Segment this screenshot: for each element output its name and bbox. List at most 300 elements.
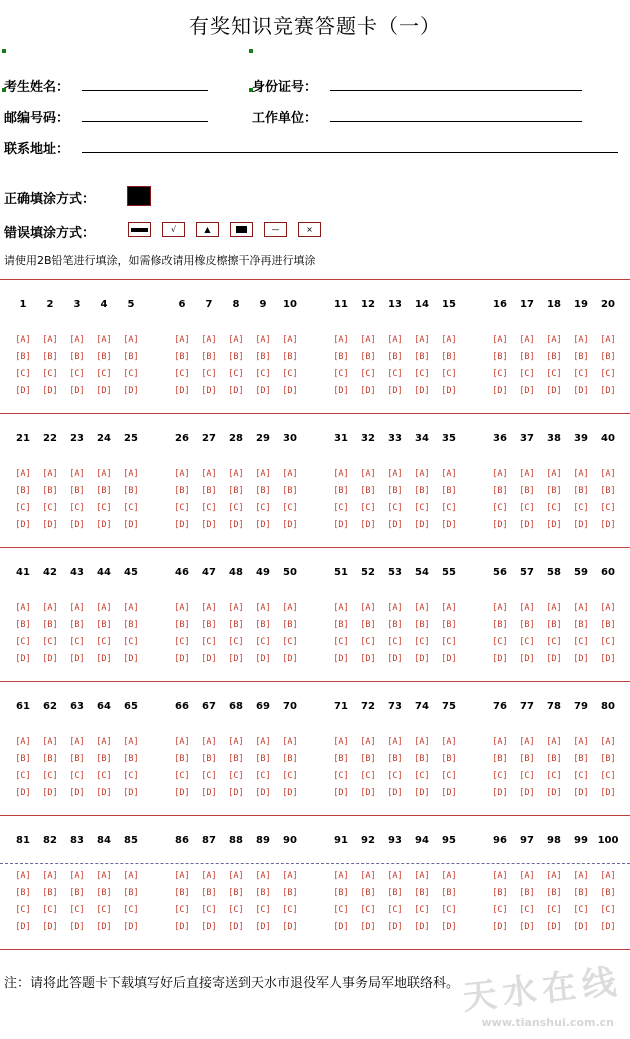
answer-bubble-b[interactable]: [B] bbox=[255, 888, 271, 898]
answer-bubble-d[interactable]: [D] bbox=[69, 654, 85, 664]
answer-bubble-d[interactable]: [D] bbox=[42, 386, 58, 396]
answer-bubble-b[interactable]: [B] bbox=[333, 888, 349, 898]
answer-bubble-a[interactable]: [A] bbox=[15, 335, 31, 345]
answer-bubble-d[interactable]: [D] bbox=[360, 520, 376, 530]
answer-bubble-c[interactable]: [C] bbox=[519, 771, 535, 781]
answer-bubble-a[interactable]: [A] bbox=[441, 603, 457, 613]
answer-bubble-a[interactable]: [A] bbox=[174, 737, 190, 747]
answer-bubble-b[interactable]: [B] bbox=[123, 754, 139, 764]
answer-bubble-b[interactable]: [B] bbox=[360, 352, 376, 362]
answer-bubble-b[interactable]: [B] bbox=[333, 352, 349, 362]
answer-bubble-c[interactable]: [C] bbox=[96, 905, 112, 915]
answer-bubble-a[interactable]: [A] bbox=[333, 603, 349, 613]
answer-bubble-b[interactable]: [B] bbox=[255, 620, 271, 630]
answer-bubble-a[interactable]: [A] bbox=[441, 469, 457, 479]
answer-bubble-d[interactable]: [D] bbox=[414, 654, 430, 664]
answer-bubble-c[interactable]: [C] bbox=[228, 369, 244, 379]
answer-bubble-c[interactable]: [C] bbox=[123, 637, 139, 647]
answer-bubble-a[interactable]: [A] bbox=[96, 871, 112, 881]
answer-bubble-a[interactable]: [A] bbox=[546, 871, 562, 881]
answer-bubble-b[interactable]: [B] bbox=[441, 888, 457, 898]
answer-bubble-a[interactable]: [A] bbox=[228, 335, 244, 345]
answer-bubble-d[interactable]: [D] bbox=[333, 654, 349, 664]
answer-bubble-d[interactable]: [D] bbox=[492, 922, 508, 932]
answer-bubble-d[interactable]: [D] bbox=[69, 788, 85, 798]
answer-bubble-c[interactable]: [C] bbox=[282, 905, 298, 915]
answer-bubble-d[interactable]: [D] bbox=[228, 386, 244, 396]
answer-bubble-b[interactable]: [B] bbox=[15, 754, 31, 764]
answer-bubble-a[interactable]: [A] bbox=[15, 871, 31, 881]
answer-bubble-b[interactable]: [B] bbox=[69, 486, 85, 496]
answer-bubble-d[interactable]: [D] bbox=[15, 654, 31, 664]
answer-bubble-c[interactable]: [C] bbox=[255, 905, 271, 915]
answer-bubble-c[interactable]: [C] bbox=[387, 503, 403, 513]
id-field[interactable] bbox=[330, 90, 582, 91]
answer-bubble-b[interactable]: [B] bbox=[96, 754, 112, 764]
answer-bubble-d[interactable]: [D] bbox=[228, 520, 244, 530]
answer-bubble-a[interactable]: [A] bbox=[69, 871, 85, 881]
answer-bubble-b[interactable]: [B] bbox=[360, 754, 376, 764]
answer-bubble-d[interactable]: [D] bbox=[42, 520, 58, 530]
answer-bubble-d[interactable]: [D] bbox=[414, 788, 430, 798]
answer-bubble-d[interactable]: [D] bbox=[42, 922, 58, 932]
answer-bubble-c[interactable]: [C] bbox=[69, 905, 85, 915]
answer-bubble-a[interactable]: [A] bbox=[69, 603, 85, 613]
answer-bubble-d[interactable]: [D] bbox=[174, 520, 190, 530]
answer-bubble-c[interactable]: [C] bbox=[492, 369, 508, 379]
answer-bubble-a[interactable]: [A] bbox=[123, 335, 139, 345]
answer-bubble-d[interactable]: [D] bbox=[96, 654, 112, 664]
answer-bubble-d[interactable]: [D] bbox=[573, 654, 589, 664]
answer-bubble-a[interactable]: [A] bbox=[42, 871, 58, 881]
address-field[interactable] bbox=[82, 152, 618, 153]
answer-bubble-c[interactable]: [C] bbox=[282, 369, 298, 379]
answer-bubble-a[interactable]: [A] bbox=[228, 603, 244, 613]
answer-bubble-b[interactable]: [B] bbox=[69, 620, 85, 630]
answer-bubble-a[interactable]: [A] bbox=[69, 335, 85, 345]
answer-bubble-a[interactable]: [A] bbox=[414, 871, 430, 881]
answer-bubble-d[interactable]: [D] bbox=[546, 520, 562, 530]
answer-bubble-a[interactable]: [A] bbox=[600, 737, 616, 747]
answer-bubble-d[interactable]: [D] bbox=[123, 788, 139, 798]
answer-bubble-a[interactable]: [A] bbox=[174, 469, 190, 479]
answer-bubble-a[interactable]: [A] bbox=[201, 603, 217, 613]
answer-bubble-a[interactable]: [A] bbox=[546, 737, 562, 747]
answer-bubble-c[interactable]: [C] bbox=[201, 637, 217, 647]
answer-bubble-a[interactable]: [A] bbox=[387, 335, 403, 345]
answer-bubble-a[interactable]: [A] bbox=[519, 603, 535, 613]
answer-bubble-d[interactable]: [D] bbox=[333, 788, 349, 798]
answer-bubble-c[interactable]: [C] bbox=[600, 503, 616, 513]
answer-bubble-a[interactable]: [A] bbox=[441, 335, 457, 345]
answer-bubble-d[interactable]: [D] bbox=[255, 520, 271, 530]
answer-bubble-b[interactable]: [B] bbox=[201, 620, 217, 630]
answer-bubble-b[interactable]: [B] bbox=[201, 888, 217, 898]
answer-bubble-c[interactable]: [C] bbox=[546, 503, 562, 513]
answer-bubble-d[interactable]: [D] bbox=[123, 386, 139, 396]
answer-bubble-d[interactable]: [D] bbox=[333, 520, 349, 530]
answer-bubble-d[interactable]: [D] bbox=[15, 922, 31, 932]
answer-bubble-c[interactable]: [C] bbox=[441, 771, 457, 781]
answer-bubble-b[interactable]: [B] bbox=[600, 352, 616, 362]
answer-bubble-b[interactable]: [B] bbox=[414, 620, 430, 630]
answer-bubble-c[interactable]: [C] bbox=[360, 637, 376, 647]
answer-bubble-c[interactable]: [C] bbox=[255, 369, 271, 379]
answer-bubble-d[interactable]: [D] bbox=[201, 654, 217, 664]
answer-bubble-b[interactable]: [B] bbox=[414, 754, 430, 764]
answer-bubble-a[interactable]: [A] bbox=[492, 737, 508, 747]
answer-bubble-b[interactable]: [B] bbox=[42, 888, 58, 898]
answer-bubble-c[interactable]: [C] bbox=[96, 503, 112, 513]
answer-bubble-d[interactable]: [D] bbox=[96, 386, 112, 396]
answer-bubble-d[interactable]: [D] bbox=[519, 922, 535, 932]
answer-bubble-b[interactable]: [B] bbox=[360, 620, 376, 630]
answer-bubble-c[interactable]: [C] bbox=[519, 369, 535, 379]
answer-bubble-d[interactable]: [D] bbox=[600, 922, 616, 932]
answer-bubble-c[interactable]: [C] bbox=[519, 905, 535, 915]
answer-bubble-b[interactable]: [B] bbox=[174, 352, 190, 362]
answer-bubble-a[interactable]: [A] bbox=[282, 737, 298, 747]
answer-bubble-c[interactable]: [C] bbox=[123, 369, 139, 379]
answer-bubble-b[interactable]: [B] bbox=[573, 352, 589, 362]
answer-bubble-b[interactable]: [B] bbox=[387, 486, 403, 496]
answer-bubble-c[interactable]: [C] bbox=[360, 905, 376, 915]
answer-bubble-d[interactable]: [D] bbox=[255, 922, 271, 932]
answer-bubble-d[interactable]: [D] bbox=[600, 788, 616, 798]
answer-bubble-b[interactable]: [B] bbox=[228, 754, 244, 764]
answer-bubble-c[interactable]: [C] bbox=[414, 369, 430, 379]
answer-bubble-c[interactable]: [C] bbox=[42, 503, 58, 513]
answer-bubble-d[interactable]: [D] bbox=[228, 922, 244, 932]
answer-bubble-b[interactable]: [B] bbox=[573, 486, 589, 496]
answer-bubble-b[interactable]: [B] bbox=[333, 620, 349, 630]
answer-bubble-a[interactable]: [A] bbox=[15, 737, 31, 747]
answer-bubble-b[interactable]: [B] bbox=[546, 486, 562, 496]
answer-bubble-b[interactable]: [B] bbox=[387, 352, 403, 362]
answer-bubble-d[interactable]: [D] bbox=[96, 788, 112, 798]
answer-bubble-d[interactable]: [D] bbox=[228, 654, 244, 664]
answer-bubble-d[interactable]: [D] bbox=[573, 922, 589, 932]
answer-bubble-d[interactable]: [D] bbox=[600, 386, 616, 396]
answer-bubble-b[interactable]: [B] bbox=[600, 620, 616, 630]
answer-bubble-a[interactable]: [A] bbox=[387, 737, 403, 747]
answer-bubble-b[interactable]: [B] bbox=[573, 620, 589, 630]
answer-bubble-a[interactable]: [A] bbox=[492, 603, 508, 613]
answer-bubble-d[interactable]: [D] bbox=[282, 654, 298, 664]
answer-bubble-d[interactable]: [D] bbox=[414, 520, 430, 530]
answer-bubble-c[interactable]: [C] bbox=[174, 905, 190, 915]
answer-bubble-b[interactable]: [B] bbox=[228, 888, 244, 898]
answer-bubble-a[interactable]: [A] bbox=[360, 469, 376, 479]
answer-bubble-c[interactable]: [C] bbox=[174, 771, 190, 781]
answer-bubble-c[interactable]: [C] bbox=[69, 771, 85, 781]
answer-bubble-b[interactable]: [B] bbox=[201, 352, 217, 362]
answer-bubble-c[interactable]: [C] bbox=[492, 637, 508, 647]
answer-bubble-a[interactable]: [A] bbox=[123, 603, 139, 613]
answer-bubble-d[interactable]: [D] bbox=[282, 386, 298, 396]
answer-bubble-b[interactable]: [B] bbox=[282, 888, 298, 898]
answer-bubble-d[interactable]: [D] bbox=[441, 654, 457, 664]
answer-bubble-d[interactable]: [D] bbox=[441, 788, 457, 798]
answer-bubble-d[interactable]: [D] bbox=[387, 386, 403, 396]
answer-bubble-b[interactable]: [B] bbox=[492, 352, 508, 362]
answer-bubble-c[interactable]: [C] bbox=[441, 369, 457, 379]
answer-bubble-c[interactable]: [C] bbox=[42, 369, 58, 379]
answer-bubble-c[interactable]: [C] bbox=[360, 771, 376, 781]
answer-bubble-a[interactable]: [A] bbox=[201, 737, 217, 747]
answer-bubble-c[interactable]: [C] bbox=[387, 905, 403, 915]
answer-bubble-c[interactable]: [C] bbox=[255, 637, 271, 647]
answer-bubble-b[interactable]: [B] bbox=[600, 754, 616, 764]
answer-bubble-b[interactable]: [B] bbox=[573, 754, 589, 764]
answer-bubble-b[interactable]: [B] bbox=[174, 754, 190, 764]
answer-bubble-d[interactable]: [D] bbox=[441, 922, 457, 932]
answer-bubble-b[interactable]: [B] bbox=[201, 754, 217, 764]
answer-bubble-c[interactable]: [C] bbox=[414, 637, 430, 647]
answer-bubble-d[interactable]: [D] bbox=[600, 654, 616, 664]
answer-bubble-c[interactable]: [C] bbox=[69, 637, 85, 647]
answer-bubble-c[interactable]: [C] bbox=[519, 503, 535, 513]
answer-bubble-d[interactable]: [D] bbox=[546, 788, 562, 798]
answer-bubble-d[interactable]: [D] bbox=[201, 520, 217, 530]
answer-bubble-a[interactable]: [A] bbox=[69, 737, 85, 747]
answer-bubble-b[interactable]: [B] bbox=[96, 352, 112, 362]
answer-bubble-b[interactable]: [B] bbox=[174, 888, 190, 898]
answer-bubble-a[interactable]: [A] bbox=[15, 603, 31, 613]
answer-bubble-d[interactable]: [D] bbox=[174, 922, 190, 932]
answer-bubble-d[interactable]: [D] bbox=[519, 386, 535, 396]
answer-bubble-d[interactable]: [D] bbox=[546, 922, 562, 932]
answer-bubble-d[interactable]: [D] bbox=[414, 922, 430, 932]
answer-bubble-a[interactable]: [A] bbox=[255, 335, 271, 345]
answer-bubble-a[interactable]: [A] bbox=[600, 871, 616, 881]
answer-bubble-a[interactable]: [A] bbox=[600, 335, 616, 345]
answer-bubble-a[interactable]: [A] bbox=[573, 603, 589, 613]
answer-bubble-a[interactable]: [A] bbox=[282, 871, 298, 881]
answer-bubble-c[interactable]: [C] bbox=[282, 503, 298, 513]
answer-bubble-c[interactable]: [C] bbox=[360, 369, 376, 379]
answer-bubble-a[interactable]: [A] bbox=[255, 603, 271, 613]
answer-bubble-b[interactable]: [B] bbox=[441, 754, 457, 764]
answer-bubble-c[interactable]: [C] bbox=[519, 637, 535, 647]
answer-bubble-a[interactable]: [A] bbox=[15, 469, 31, 479]
answer-bubble-d[interactable]: [D] bbox=[42, 788, 58, 798]
answer-bubble-a[interactable]: [A] bbox=[96, 335, 112, 345]
answer-bubble-a[interactable]: [A] bbox=[519, 335, 535, 345]
answer-bubble-d[interactable]: [D] bbox=[360, 922, 376, 932]
answer-bubble-a[interactable]: [A] bbox=[201, 469, 217, 479]
answer-bubble-b[interactable]: [B] bbox=[492, 888, 508, 898]
answer-bubble-a[interactable]: [A] bbox=[174, 871, 190, 881]
answer-bubble-c[interactable]: [C] bbox=[201, 905, 217, 915]
answer-bubble-c[interactable]: [C] bbox=[441, 637, 457, 647]
answer-bubble-a[interactable]: [A] bbox=[546, 469, 562, 479]
answer-bubble-c[interactable]: [C] bbox=[96, 369, 112, 379]
answer-bubble-d[interactable]: [D] bbox=[387, 654, 403, 664]
answer-bubble-b[interactable]: [B] bbox=[174, 620, 190, 630]
answer-bubble-b[interactable]: [B] bbox=[96, 888, 112, 898]
answer-bubble-c[interactable]: [C] bbox=[201, 503, 217, 513]
answer-bubble-b[interactable]: [B] bbox=[519, 620, 535, 630]
answer-bubble-c[interactable]: [C] bbox=[123, 905, 139, 915]
answer-bubble-c[interactable]: [C] bbox=[573, 637, 589, 647]
answer-bubble-d[interactable]: [D] bbox=[42, 654, 58, 664]
answer-bubble-c[interactable]: [C] bbox=[42, 637, 58, 647]
answer-bubble-d[interactable]: [D] bbox=[546, 386, 562, 396]
answer-bubble-a[interactable]: [A] bbox=[228, 469, 244, 479]
answer-bubble-d[interactable]: [D] bbox=[69, 922, 85, 932]
answer-bubble-c[interactable]: [C] bbox=[492, 905, 508, 915]
answer-bubble-c[interactable]: [C] bbox=[15, 637, 31, 647]
answer-bubble-a[interactable]: [A] bbox=[519, 737, 535, 747]
answer-bubble-b[interactable]: [B] bbox=[441, 620, 457, 630]
answer-bubble-a[interactable]: [A] bbox=[360, 737, 376, 747]
answer-bubble-b[interactable]: [B] bbox=[255, 486, 271, 496]
answer-bubble-b[interactable]: [B] bbox=[69, 888, 85, 898]
answer-bubble-a[interactable]: [A] bbox=[387, 603, 403, 613]
answer-bubble-c[interactable]: [C] bbox=[387, 771, 403, 781]
answer-bubble-a[interactable]: [A] bbox=[360, 603, 376, 613]
answer-bubble-a[interactable]: [A] bbox=[96, 469, 112, 479]
answer-bubble-b[interactable]: [B] bbox=[519, 754, 535, 764]
answer-bubble-d[interactable]: [D] bbox=[201, 386, 217, 396]
answer-bubble-b[interactable]: [B] bbox=[492, 620, 508, 630]
answer-bubble-a[interactable]: [A] bbox=[441, 737, 457, 747]
answer-bubble-c[interactable]: [C] bbox=[123, 503, 139, 513]
answer-bubble-b[interactable]: [B] bbox=[492, 486, 508, 496]
answer-bubble-b[interactable]: [B] bbox=[42, 620, 58, 630]
answer-bubble-a[interactable]: [A] bbox=[573, 871, 589, 881]
answer-bubble-c[interactable]: [C] bbox=[573, 503, 589, 513]
answer-bubble-b[interactable]: [B] bbox=[69, 754, 85, 764]
answer-bubble-d[interactable]: [D] bbox=[441, 520, 457, 530]
answer-bubble-d[interactable]: [D] bbox=[123, 654, 139, 664]
answer-bubble-d[interactable]: [D] bbox=[387, 520, 403, 530]
answer-bubble-a[interactable]: [A] bbox=[360, 335, 376, 345]
answer-bubble-a[interactable]: [A] bbox=[201, 335, 217, 345]
answer-bubble-c[interactable]: [C] bbox=[174, 369, 190, 379]
answer-bubble-b[interactable]: [B] bbox=[441, 352, 457, 362]
answer-bubble-d[interactable]: [D] bbox=[360, 386, 376, 396]
answer-bubble-b[interactable]: [B] bbox=[201, 486, 217, 496]
answer-bubble-b[interactable]: [B] bbox=[600, 486, 616, 496]
answer-bubble-c[interactable]: [C] bbox=[573, 771, 589, 781]
answer-bubble-d[interactable]: [D] bbox=[123, 922, 139, 932]
answer-bubble-a[interactable]: [A] bbox=[387, 469, 403, 479]
answer-bubble-b[interactable]: [B] bbox=[282, 754, 298, 764]
answer-bubble-c[interactable]: [C] bbox=[42, 771, 58, 781]
answer-bubble-c[interactable]: [C] bbox=[201, 369, 217, 379]
answer-bubble-a[interactable]: [A] bbox=[282, 335, 298, 345]
answer-bubble-c[interactable]: [C] bbox=[333, 771, 349, 781]
answer-bubble-c[interactable]: [C] bbox=[441, 905, 457, 915]
answer-bubble-c[interactable]: [C] bbox=[573, 369, 589, 379]
answer-bubble-b[interactable]: [B] bbox=[333, 486, 349, 496]
answer-bubble-c[interactable]: [C] bbox=[96, 637, 112, 647]
answer-bubble-d[interactable]: [D] bbox=[573, 386, 589, 396]
work-field[interactable] bbox=[330, 121, 582, 122]
answer-bubble-b[interactable]: [B] bbox=[414, 486, 430, 496]
answer-bubble-a[interactable]: [A] bbox=[492, 335, 508, 345]
answer-bubble-d[interactable]: [D] bbox=[333, 386, 349, 396]
answer-bubble-c[interactable]: [C] bbox=[201, 771, 217, 781]
answer-bubble-b[interactable]: [B] bbox=[492, 754, 508, 764]
answer-bubble-c[interactable]: [C] bbox=[573, 905, 589, 915]
answer-bubble-b[interactable]: [B] bbox=[42, 754, 58, 764]
answer-bubble-d[interactable]: [D] bbox=[255, 788, 271, 798]
answer-bubble-c[interactable]: [C] bbox=[414, 771, 430, 781]
answer-bubble-b[interactable]: [B] bbox=[546, 888, 562, 898]
answer-bubble-b[interactable]: [B] bbox=[519, 486, 535, 496]
answer-bubble-d[interactable]: [D] bbox=[333, 922, 349, 932]
answer-bubble-c[interactable]: [C] bbox=[546, 637, 562, 647]
answer-bubble-b[interactable]: [B] bbox=[360, 486, 376, 496]
name-field[interactable] bbox=[82, 90, 208, 91]
answer-bubble-a[interactable]: [A] bbox=[492, 871, 508, 881]
answer-bubble-a[interactable]: [A] bbox=[123, 737, 139, 747]
answer-bubble-c[interactable]: [C] bbox=[333, 637, 349, 647]
answer-bubble-c[interactable]: [C] bbox=[282, 771, 298, 781]
answer-bubble-c[interactable]: [C] bbox=[333, 503, 349, 513]
answer-bubble-a[interactable]: [A] bbox=[546, 603, 562, 613]
answer-bubble-a[interactable]: [A] bbox=[174, 335, 190, 345]
answer-bubble-a[interactable]: [A] bbox=[600, 603, 616, 613]
answer-bubble-d[interactable]: [D] bbox=[360, 788, 376, 798]
answer-bubble-b[interactable]: [B] bbox=[96, 486, 112, 496]
answer-bubble-a[interactable]: [A] bbox=[123, 469, 139, 479]
answer-bubble-a[interactable]: [A] bbox=[333, 737, 349, 747]
answer-bubble-a[interactable]: [A] bbox=[519, 871, 535, 881]
answer-bubble-c[interactable]: [C] bbox=[174, 637, 190, 647]
answer-bubble-a[interactable]: [A] bbox=[573, 737, 589, 747]
answer-bubble-b[interactable]: [B] bbox=[387, 888, 403, 898]
answer-bubble-d[interactable]: [D] bbox=[519, 520, 535, 530]
answer-bubble-c[interactable]: [C] bbox=[255, 771, 271, 781]
answer-bubble-d[interactable]: [D] bbox=[228, 788, 244, 798]
answer-bubble-c[interactable]: [C] bbox=[441, 503, 457, 513]
answer-bubble-d[interactable]: [D] bbox=[360, 654, 376, 664]
answer-bubble-d[interactable]: [D] bbox=[519, 654, 535, 664]
answer-bubble-b[interactable]: [B] bbox=[15, 352, 31, 362]
answer-bubble-d[interactable]: [D] bbox=[123, 520, 139, 530]
answer-bubble-b[interactable]: [B] bbox=[519, 888, 535, 898]
answer-bubble-c[interactable]: [C] bbox=[69, 369, 85, 379]
answer-bubble-b[interactable]: [B] bbox=[123, 620, 139, 630]
answer-bubble-a[interactable]: [A] bbox=[69, 469, 85, 479]
answer-bubble-b[interactable]: [B] bbox=[123, 888, 139, 898]
answer-bubble-b[interactable]: [B] bbox=[441, 486, 457, 496]
answer-bubble-b[interactable]: [B] bbox=[228, 352, 244, 362]
answer-bubble-b[interactable]: [B] bbox=[42, 352, 58, 362]
answer-bubble-c[interactable]: [C] bbox=[42, 905, 58, 915]
answer-bubble-a[interactable]: [A] bbox=[600, 469, 616, 479]
answer-bubble-c[interactable]: [C] bbox=[15, 905, 31, 915]
answer-bubble-a[interactable]: [A] bbox=[255, 871, 271, 881]
answer-bubble-d[interactable]: [D] bbox=[255, 386, 271, 396]
answer-bubble-b[interactable]: [B] bbox=[519, 352, 535, 362]
answer-bubble-d[interactable]: [D] bbox=[492, 520, 508, 530]
answer-bubble-a[interactable]: [A] bbox=[42, 603, 58, 613]
answer-bubble-b[interactable]: [B] bbox=[600, 888, 616, 898]
answer-bubble-c[interactable]: [C] bbox=[414, 503, 430, 513]
answer-bubble-d[interactable]: [D] bbox=[573, 788, 589, 798]
answer-bubble-d[interactable]: [D] bbox=[15, 386, 31, 396]
answer-bubble-b[interactable]: [B] bbox=[255, 352, 271, 362]
answer-bubble-a[interactable]: [A] bbox=[414, 603, 430, 613]
answer-bubble-c[interactable]: [C] bbox=[228, 503, 244, 513]
answer-bubble-b[interactable]: [B] bbox=[414, 888, 430, 898]
answer-bubble-c[interactable]: [C] bbox=[600, 905, 616, 915]
